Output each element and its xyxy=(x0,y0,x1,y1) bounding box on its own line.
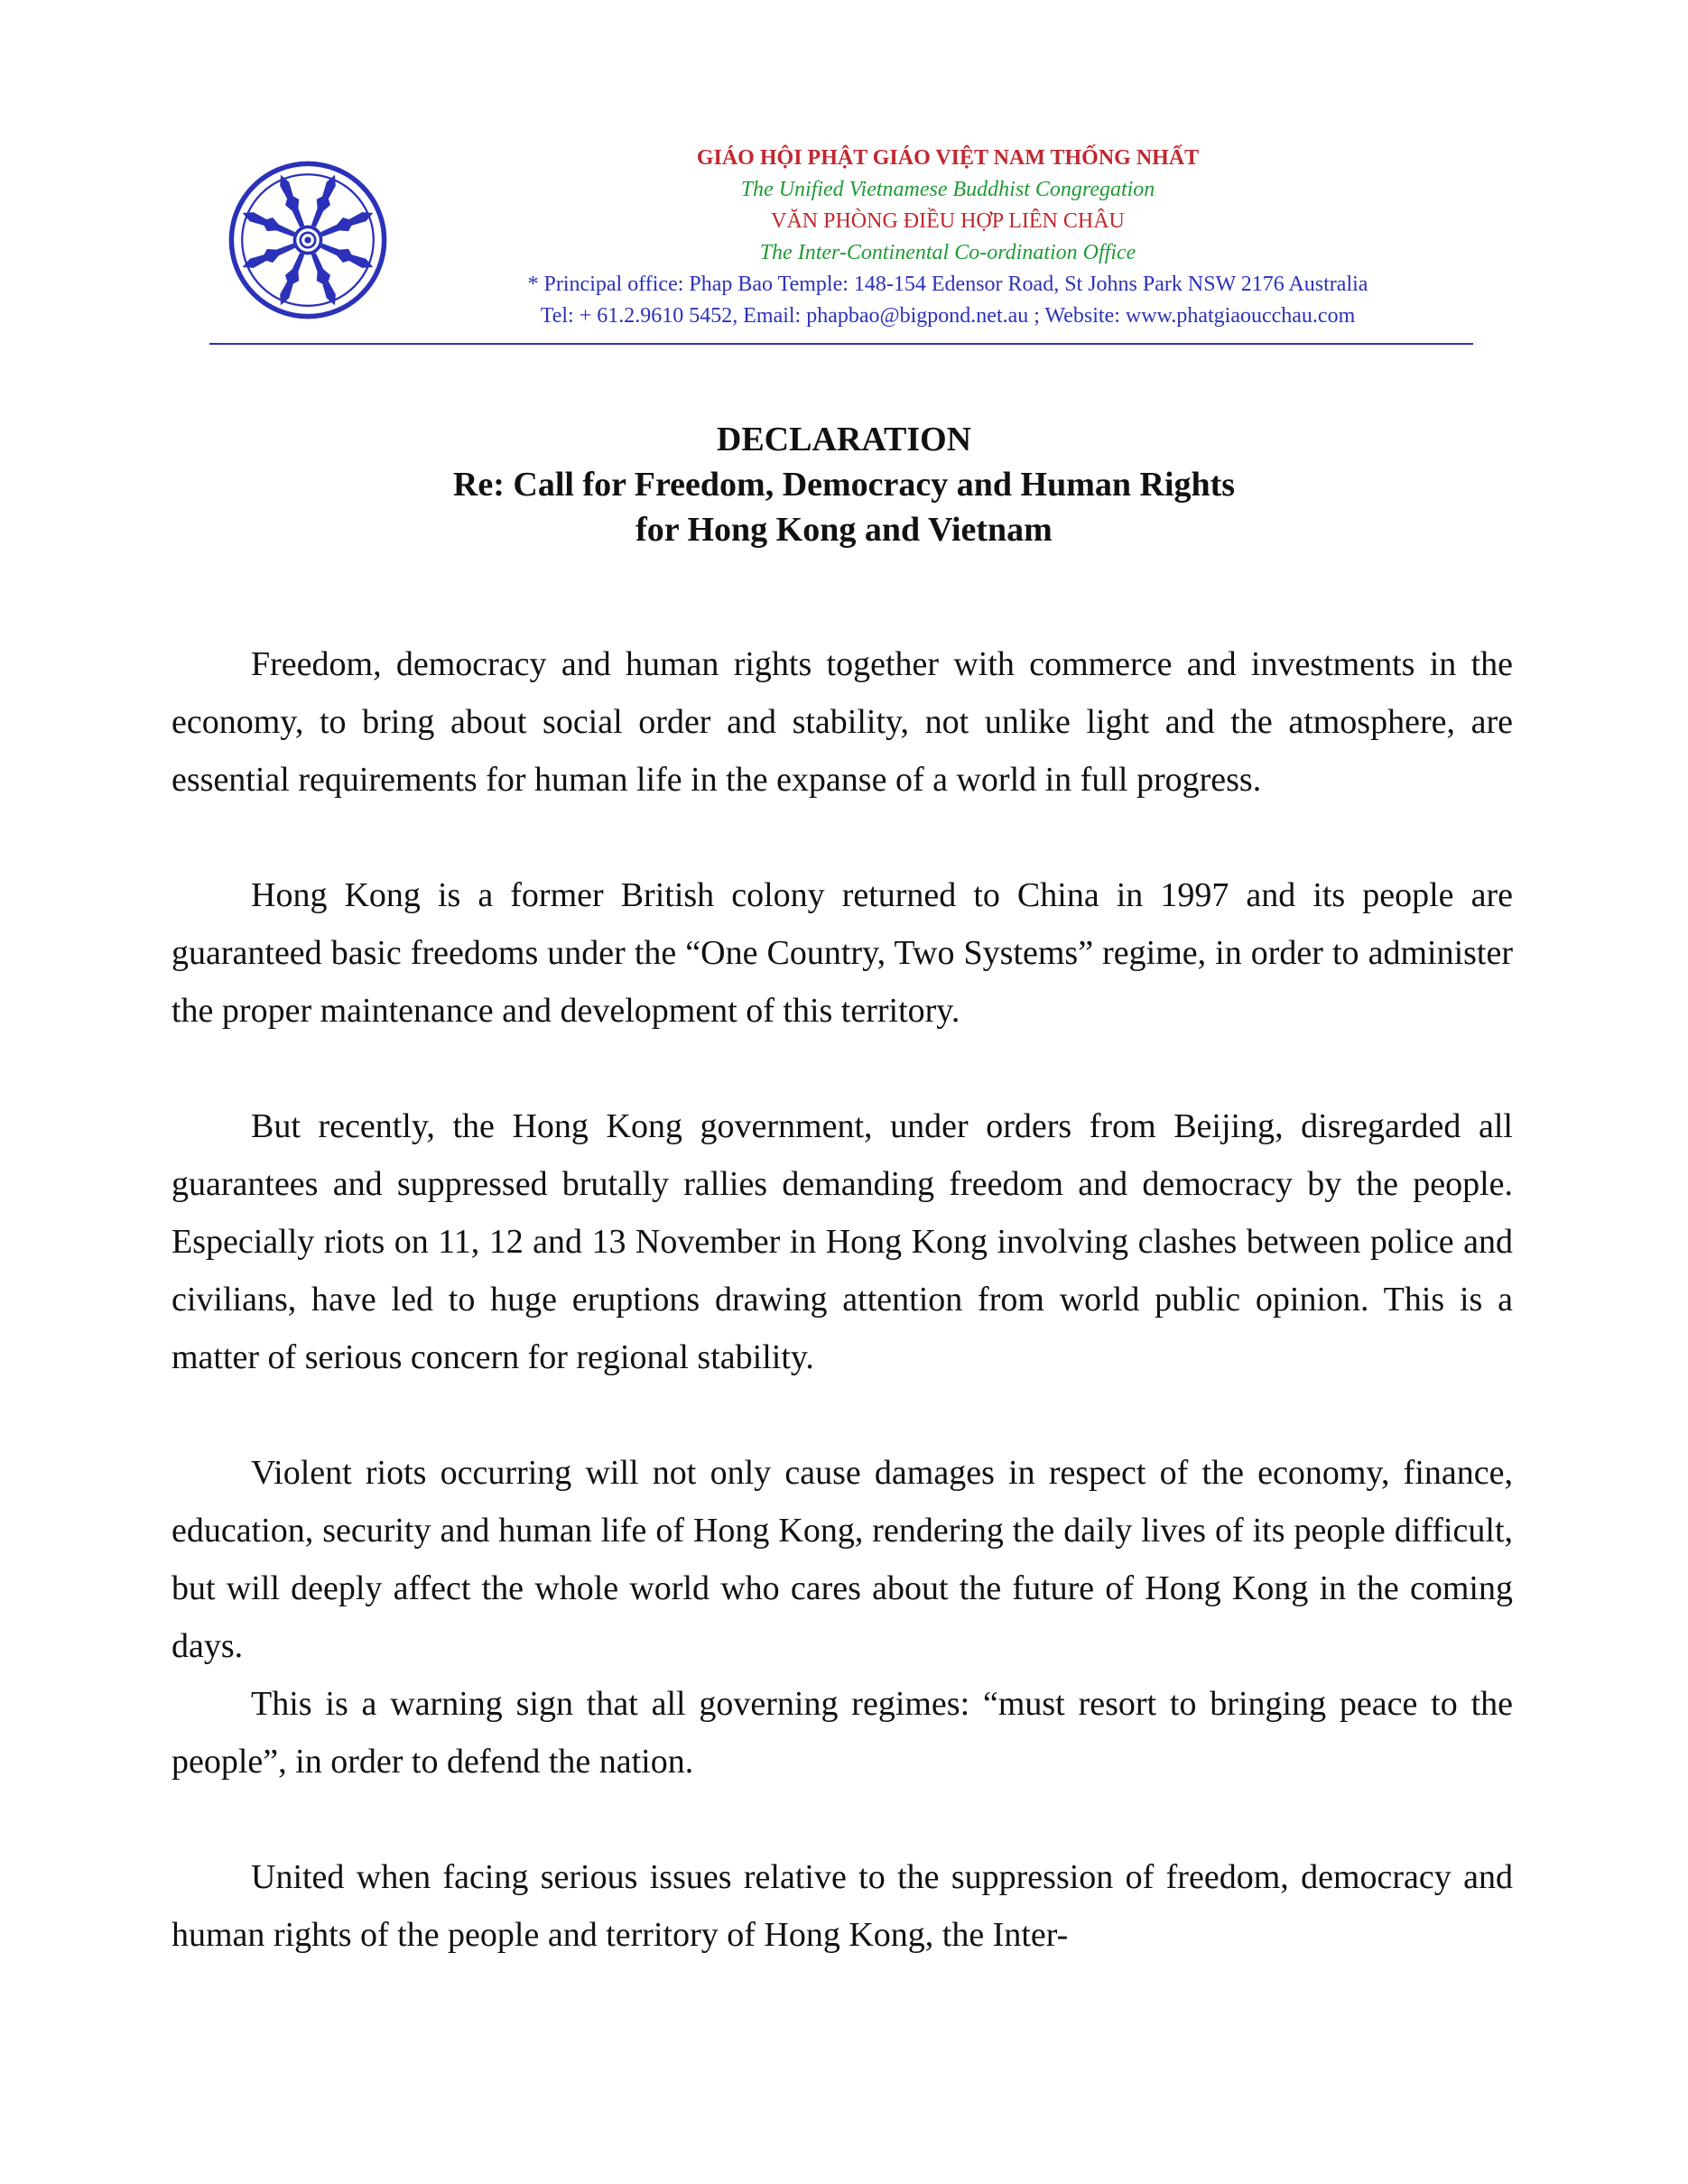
organization-info xyxy=(433,143,1462,332)
paragraph: This is a warning sign that all governing regimes: “must resort to bringing peace to the people”, in order to defend the nation. xyxy=(172,1685,1513,1781)
office-address: * Principal office: Phap Bao Temple: 148-154 Edensor Road, St Johns Park NSW 2176 Australia xyxy=(527,273,1368,296)
dharma-wheel-icon xyxy=(226,158,390,322)
document-body xyxy=(172,635,1513,2022)
letterhead xyxy=(0,0,1688,361)
paragraph: But recently, the Hong Kong government, under orders from Beijing, disregarded all guarantees and suppressed brutally rallies demanding freedom and democracy by the people. Especially riots on 11, 12 and 13 November in Hong Kong involving clashes between police and civilians, have led to huge eruptions drawing attention from world public opinion. This is a matter of serious concern for regional stability. xyxy=(172,1107,1513,1376)
letterhead-divider xyxy=(209,343,1473,345)
org-name-vi: GIÁO HỘI PHẬT GIÁO VIỆT NAM THỐNG NHẤT xyxy=(696,146,1200,170)
title-subject-line1: Re: Call for Freedom, Democracy and Human Rights xyxy=(452,466,1236,504)
paragraph: Violent riots occurring will not only cause damages in respect of the economy, finance, education, security and human life of Hong Kong, rendering the daily lives of its people difficult, but will deeply affect the whole world who cares about the future of Hong Kong in the coming days. xyxy=(172,1454,1513,1665)
paragraph: United when facing serious issues relative to the suppression of freedom, democracy and human rights of the people and territory of Hong Kong, the Inter- xyxy=(172,1858,1513,1954)
office-contact: Tel: + 61.2.9610 5452, Email: phapbao@bigpond.net.au ; Website: www.phatgiaoucchau.com xyxy=(540,304,1356,328)
paragraph: Freedom, democracy and human rights together with commerce and investments in the economy, to bring about social order and stability, not unlike light and the atmosphere, are essential requirements for human life in the expanse of a world in full progress. xyxy=(172,645,1513,799)
title-subject-line2: for Hong Kong and Vietnam xyxy=(635,511,1053,549)
office-name-en: The Inter-Continental Co-ordination Office xyxy=(759,241,1136,264)
office-name-vi: VĂN PHÒNG ĐIỀU HỢP LIÊN CHÂU xyxy=(771,209,1125,233)
title-declaration: DECLARATION xyxy=(716,421,972,458)
paragraph: Hong Kong is a former British colony returned to China in 1997 and its people are guaranteed basic freedoms under the “One Country, Two Systems” regime, in order to administer the proper maintenance and development of this territory. xyxy=(172,876,1513,1030)
org-name-en: The Unified Vietnamese Buddhist Congregation xyxy=(740,178,1155,201)
document-title xyxy=(0,417,1688,552)
